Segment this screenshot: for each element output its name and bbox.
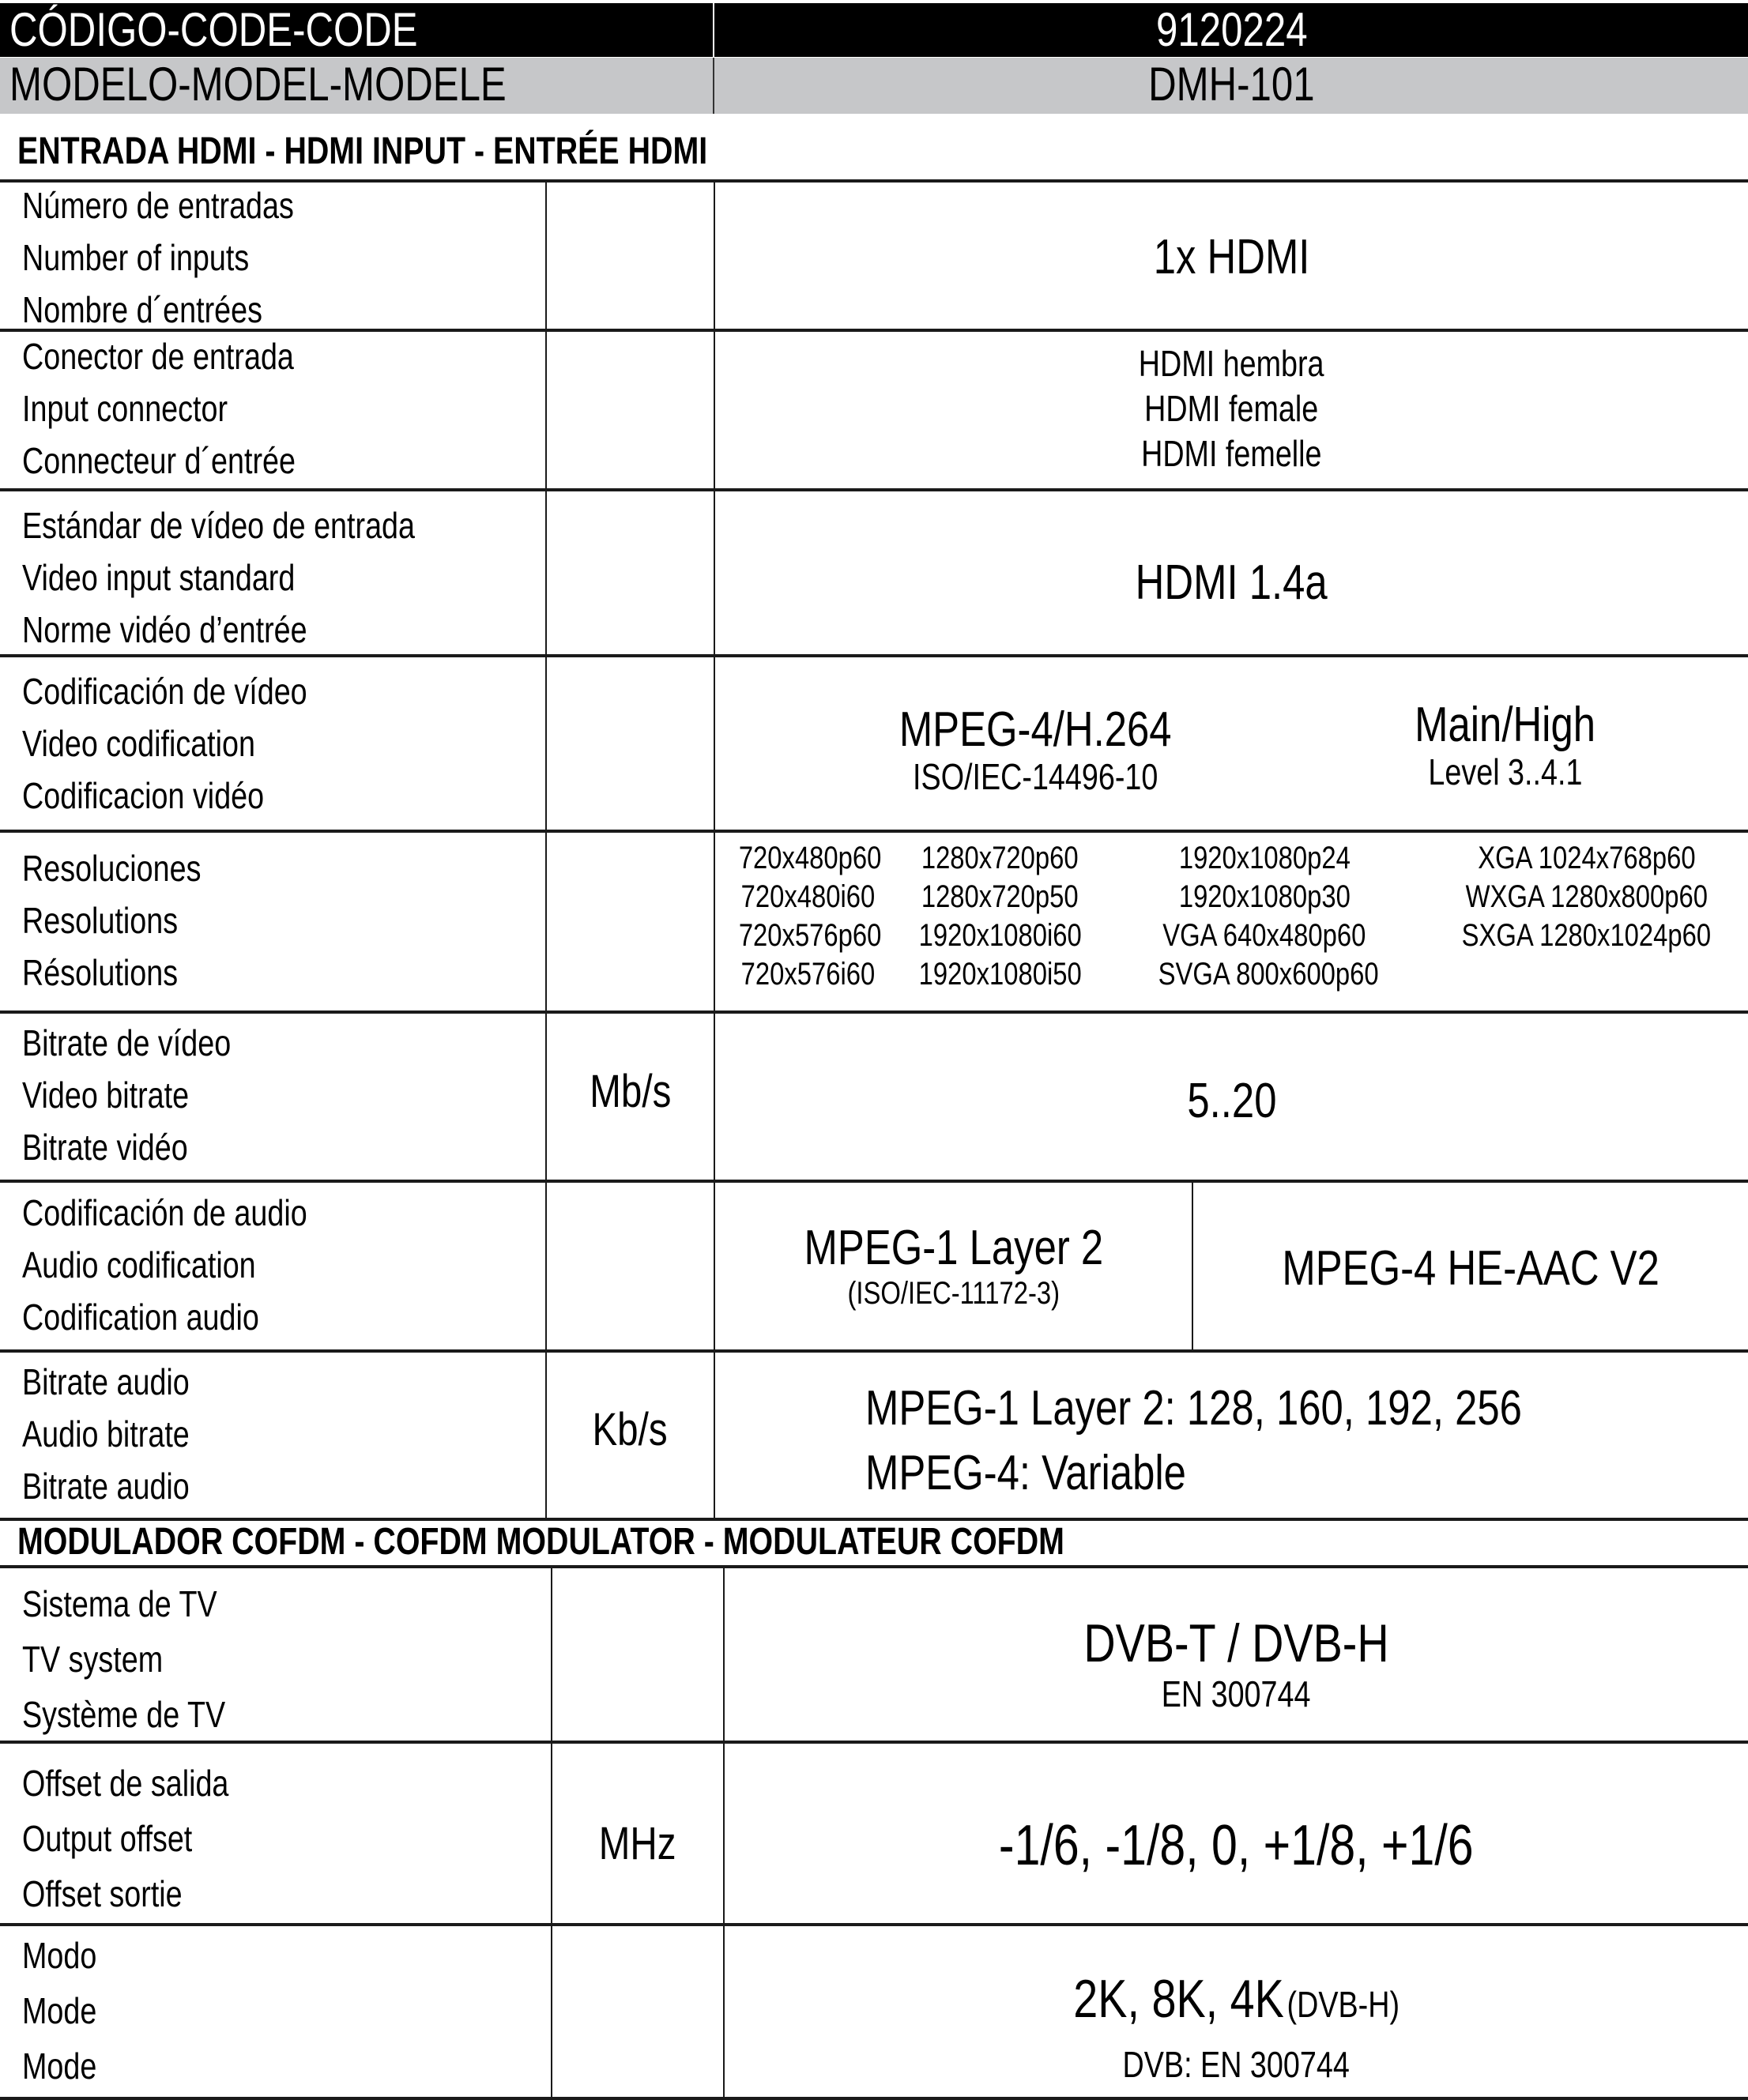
spec-value-video-bitrate: 5..20 <box>1186 1074 1277 1128</box>
spec-label-resolutions: Resoluciones Resolutions Résolutions <box>22 848 202 993</box>
spec-value-tv-system: DVB-T / DVB-H EN 300744 <box>1083 1613 1389 1714</box>
spec-value-video-profile: Main/High Level 3..4.1 <box>1415 698 1596 792</box>
row-divider <box>0 1349 1748 1353</box>
resolution-item: 720x480p60 <box>738 841 882 875</box>
code-label: CÓDIGO-CODE-CODE <box>9 3 418 56</box>
resolution-item: VGA 640x480p60 <box>1162 918 1366 953</box>
section-title-hdmi-input: ENTRADA HDMI - HDMI INPUT - ENTRÉE HDMI <box>17 130 708 172</box>
resolution-item: SVGA 800x600p60 <box>1158 957 1379 992</box>
spec-label-audio-codification: Codificación de audio Audio codification Codification audio <box>22 1192 307 1338</box>
code-row <box>0 3 1748 57</box>
resolution-item: 720x480i60 <box>740 879 876 914</box>
spec-value-video-codec: MPEG-4/H.264 ISO/IEC-14496-10 <box>898 702 1172 797</box>
resolution-item: XGA 1024x768p60 <box>1477 841 1696 875</box>
resolution-column <box>723 839 893 994</box>
header-divider <box>713 58 714 114</box>
spec-value-audio-codec-mpeg1: MPEG-1 Layer 2 (ISO/IEC-11172-3) <box>804 1221 1103 1311</box>
spec-label-video-input-standard: Estándar de vídeo de entrada Video input standard Norme vidéo d’entrée <box>22 505 416 650</box>
spec-label-tv-system: Sistema de TV TV system Système de TV <box>22 1583 226 1735</box>
spec-value-output-offset: -1/6, -1/8, 0, +1/8, +1/6 <box>999 1814 1474 1877</box>
resolution-item: WXGA 1280x800p60 <box>1465 879 1708 914</box>
model-row <box>0 58 1748 114</box>
row-divider <box>0 2097 1748 2100</box>
spec-label-number-of-inputs: Número de entradas Number of inputs Nombre d´entrées <box>22 185 294 330</box>
resolution-item: SXGA 1280x1024p60 <box>1461 918 1712 953</box>
row-divider <box>0 1010 1748 1014</box>
spec-value-input-connector: HDMI hembra HDMI female HDMI femelle <box>1139 343 1324 474</box>
spec-value-mode: 2K, 8K, 4K (DVB-H) DVB: EN 300744 <box>1073 1969 1400 2085</box>
spec-label-video-codification: Codificación de vídeo Video codification Codificacion vidéo <box>22 671 307 816</box>
spec-value-audio-codec-mpeg4: MPEG-4 HE-AAC V2 <box>1282 1241 1659 1296</box>
resolution-column <box>1430 839 1742 955</box>
row-divider <box>0 1565 1748 1568</box>
row-divider <box>0 1923 1748 1926</box>
code-value: 9120224 <box>1155 3 1308 56</box>
resolution-column <box>1134 839 1395 994</box>
resolution-item: 720x576i60 <box>740 957 876 992</box>
spec-unit-audio-bitrate: Kb/s <box>592 1404 669 1455</box>
spec-value-video-input-standard: HDMI 1.4a <box>1135 555 1328 610</box>
resolution-item: 1920x1080i50 <box>918 957 1082 992</box>
resolution-item: 1280x720p50 <box>921 879 1079 914</box>
mode-suffix: (DVB-H) <box>1287 1984 1400 2025</box>
column-divider <box>545 181 547 1519</box>
resolution-item: 1920x1080p30 <box>1178 879 1351 914</box>
row-divider <box>0 488 1748 491</box>
resolution-item: 720x576p60 <box>738 918 882 953</box>
spec-label-output-offset: Offset de salida Output offset Offset sortie <box>22 1763 229 1914</box>
spec-label-video-bitrate: Bitrate de vídeo Video bitrate Bitrate vidéo <box>22 1022 232 1168</box>
spec-unit-output-offset: MHz <box>599 1818 676 1869</box>
row-divider <box>0 830 1748 833</box>
section-title-cofdm-modulator: MODULADOR COFDM - COFDM MODULATOR - MODULATEUR COFDM <box>17 1521 1064 1563</box>
row-divider <box>0 1180 1748 1183</box>
mode-values: 2K, 8K, 4K <box>1073 1969 1284 2029</box>
resolution-item: 1920x1080p24 <box>1178 841 1351 875</box>
spec-label-audio-bitrate: Bitrate audio Audio bitrate Bitrate audio <box>22 1361 190 1507</box>
spec-value-audio-bitrate: MPEG-1 Layer 2: 128, 160, 192, 256 MPEG-4: Variable <box>865 1381 1522 1500</box>
resolution-column <box>901 839 1098 994</box>
model-value: DMH-101 <box>1148 58 1315 111</box>
spec-unit-video-bitrate: Mb/s <box>589 1066 672 1117</box>
spec-label-mode: Modo Mode Mode <box>22 1935 97 2087</box>
spec-value-number-of-inputs: 1x HDMI <box>1153 230 1310 284</box>
resolution-item: 1280x720p60 <box>921 841 1079 875</box>
model-label: MODELO-MODEL-MODELE <box>9 58 507 111</box>
header-divider <box>713 3 714 57</box>
spec-label-input-connector: Conector de entrada Input connector Connecteur d´entrée <box>22 336 296 481</box>
resolution-item: 1920x1080i60 <box>918 918 1082 953</box>
